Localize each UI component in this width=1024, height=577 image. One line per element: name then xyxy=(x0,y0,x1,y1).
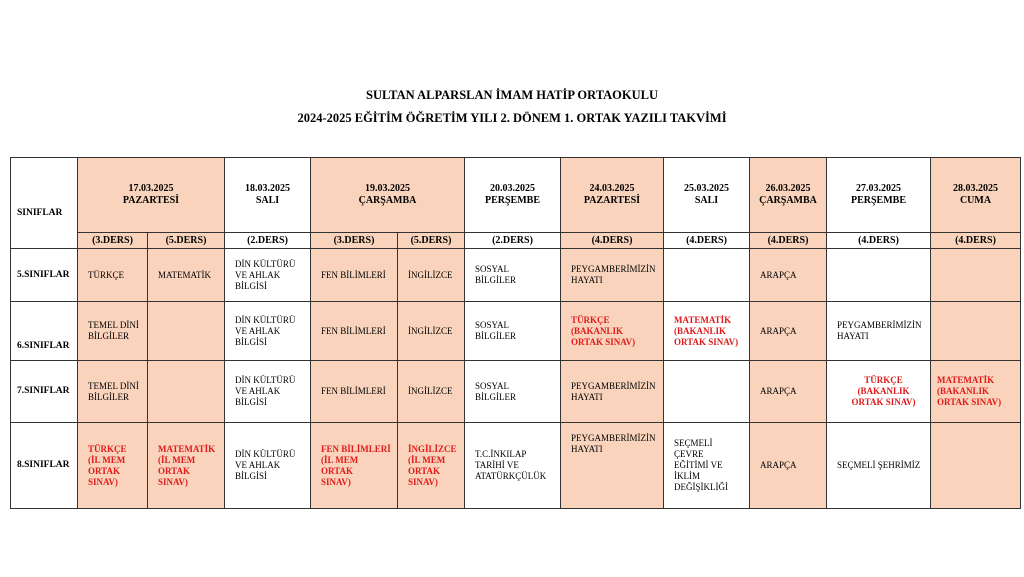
period-label: (2.DERS) xyxy=(465,233,561,249)
exam-cell: SOSYAL BİLGİLER xyxy=(465,249,561,302)
exam-cell: SOSYAL BİLGİLER xyxy=(465,302,561,361)
date-label: 18.03.2025 xyxy=(245,183,290,194)
exam-cell: PEYGAMBERİMİZİN HAYATI xyxy=(827,302,931,361)
period-label: (4.DERS) xyxy=(827,233,931,249)
weekday-label: PERŞEMBE xyxy=(484,195,540,206)
period-label: (3.DERS) xyxy=(311,233,398,249)
table-row xyxy=(11,302,1021,361)
school-title: SULTAN ALPARSLAN İMAM HATİP ORTAOKULU xyxy=(366,88,658,102)
table-row xyxy=(11,423,1021,509)
exam-cell: SEÇMELİ ŞEHRİMİZ xyxy=(827,423,931,509)
day-header xyxy=(561,158,664,233)
date-label: 24.03.2025 xyxy=(589,183,635,194)
exam-cell xyxy=(931,249,1021,302)
day-header xyxy=(78,158,225,233)
class-label: 8.SINIFLAR xyxy=(11,423,78,509)
exam-cell: ARAPÇA xyxy=(750,302,827,361)
class-label: 7.SINIFLAR xyxy=(11,361,78,423)
exam-cell: MATEMATİK xyxy=(148,249,225,302)
period-label: (5.DERS) xyxy=(398,233,465,249)
exam-cell: FEN BİLİMLERİ xyxy=(311,249,398,302)
weekday-label: ÇARŞAMBA xyxy=(759,195,817,206)
exam-cell xyxy=(827,249,931,302)
period-label: (5.DERS) xyxy=(148,233,225,249)
weekday-label: CUMA xyxy=(959,195,992,206)
day-header xyxy=(931,158,1021,233)
period-header-row xyxy=(11,233,1021,249)
date-label: 20.03.2025 xyxy=(490,183,535,194)
exam-cell-provincial: FEN BİLİMLERİ (İL MEM ORTAK SINAV) xyxy=(311,423,398,509)
exam-cell xyxy=(931,302,1021,361)
weekday-label: PAZARTESİ xyxy=(122,195,180,206)
exam-cell-provincial: TÜRKÇE (İL MEM ORTAK SINAV) xyxy=(78,423,148,509)
weekday-label: ÇARŞAMBA xyxy=(358,195,417,206)
exam-cell: SEÇMELİ ÇEVRE EĞİTİMİ VE İKLİM DEĞİŞİKLİĞİ xyxy=(664,423,750,509)
day-header xyxy=(827,158,931,233)
exam-cell-ministry: MATEMATİK (BAKANLIK ORTAK SINAV) xyxy=(664,302,750,361)
class-label: 6.SINIFLAR xyxy=(11,302,78,361)
exam-cell: TEMEL DİNİ BİLGİLER xyxy=(78,361,148,423)
weekday-label: PAZARTESİ xyxy=(583,195,641,206)
exam-cell: SOSYAL BİLGİLER xyxy=(465,361,561,423)
exam-cell-provincial: İNGİLİZCE (İL MEM ORTAK SINAV) xyxy=(398,423,465,509)
date-label: 19.03.2025 xyxy=(365,183,410,194)
exam-cell: PEYGAMBERİMİZİN HAYATI xyxy=(561,249,664,302)
exam-cell: PEYGAMBERİMİZİN HAYATI xyxy=(561,361,664,423)
exam-cell xyxy=(148,302,225,361)
exam-cell-ministry: MATEMATİK (BAKANLIK ORTAK SINAV) xyxy=(931,361,1021,423)
exam-cell: FEN BİLİMLERİ xyxy=(311,361,398,423)
exam-cell: FEN BİLİMLERİ xyxy=(311,302,398,361)
exam-cell-ministry: TÜRKÇE (BAKANLIK ORTAK SINAV) xyxy=(561,302,664,361)
date-label: 17.03.2025 xyxy=(128,183,174,194)
exam-cell: DİN KÜLTÜRÜ VE AHLAK BİLGİSİ xyxy=(225,302,311,361)
day-header xyxy=(664,158,750,233)
exam-cell: ARAPÇA xyxy=(750,423,827,509)
exam-cell: T.C.İNKILAP TARİHİ VE ATATÜRKÇÜLÜK xyxy=(465,423,561,509)
date-label: 28.03.2025 xyxy=(953,183,998,194)
table-row xyxy=(11,249,1021,302)
day-header xyxy=(465,158,561,233)
weekday-label: PERŞEMBE xyxy=(850,195,906,206)
exam-cell: DİN KÜLTÜRÜ VE AHLAK BİLGİSİ xyxy=(225,423,311,509)
siniflar-header: SINIFLAR xyxy=(11,158,78,249)
exam-cell: İNGİLİZCE xyxy=(398,361,465,423)
exam-cell xyxy=(664,361,750,423)
exam-cell: TEMEL DİNİ BİLGİLER xyxy=(78,302,148,361)
period-label: (2.DERS) xyxy=(225,233,311,249)
exam-cell: PEYGAMBERİMİZİN HAYATI xyxy=(561,423,664,509)
exam-cell xyxy=(148,361,225,423)
exam-cell: ARAPÇA xyxy=(750,361,827,423)
exam-cell xyxy=(931,423,1021,509)
period-label: (4.DERS) xyxy=(931,233,1021,249)
exam-cell: DİN KÜLTÜRÜ VE AHLAK BİLGİSİ xyxy=(225,249,311,302)
exam-cell-ministry: TÜRKÇE (BAKANLIK ORTAK SINAV) xyxy=(827,361,931,423)
exam-cell: TÜRKÇE xyxy=(78,249,148,302)
exam-calendar-table xyxy=(10,157,1021,509)
date-header-row xyxy=(11,158,1021,233)
exam-cell-provincial: MATEMATİK (İL MEM ORTAK SINAV) xyxy=(148,423,225,509)
exam-cell: İNGİLİZCE xyxy=(398,302,465,361)
period-label: (4.DERS) xyxy=(664,233,750,249)
date-label: 26.03.2025 xyxy=(765,183,811,194)
day-header xyxy=(750,158,827,233)
date-label: 27.03.2025 xyxy=(856,183,901,194)
class-label: 5.SINIFLAR xyxy=(11,249,78,302)
table-row xyxy=(11,361,1021,423)
exam-cell: İNGİLİZCE xyxy=(398,249,465,302)
exam-cell: DİN KÜLTÜRÜ VE AHLAK BİLGİSİ xyxy=(225,361,311,423)
calendar-title: 2024-2025 EĞİTİM ÖĞRETİM YILI 2. DÖNEM 1. ORTAK YAZILI TAKVİMİ xyxy=(297,111,727,125)
day-header xyxy=(311,158,465,233)
period-label: (3.DERS) xyxy=(78,233,148,249)
date-label: 25.03.2025 xyxy=(684,183,729,194)
day-header xyxy=(225,158,311,233)
exam-cell xyxy=(664,249,750,302)
weekday-label: SALI xyxy=(255,195,280,206)
period-label: (4.DERS) xyxy=(750,233,827,249)
exam-cell: ARAPÇA xyxy=(750,249,827,302)
weekday-label: SALI xyxy=(694,195,719,206)
period-label: (4.DERS) xyxy=(561,233,664,249)
